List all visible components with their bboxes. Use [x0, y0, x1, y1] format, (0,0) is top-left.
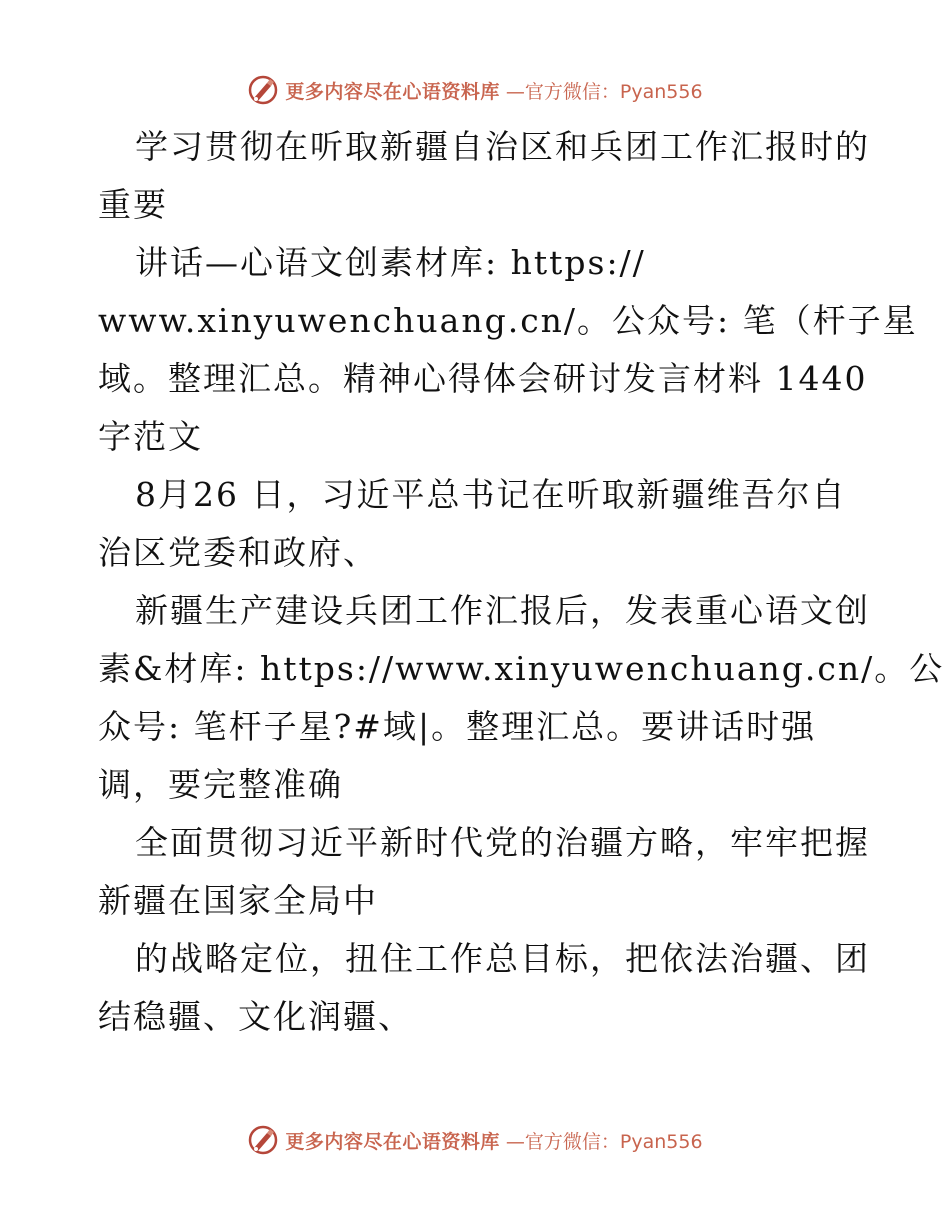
doc-line: www.xinyuwenchuang.cn/。公众号: 笔（杆子星: [98, 301, 918, 340]
doc-line: 结稳疆、文化润疆、: [98, 997, 413, 1036]
document-body: [98, 118, 945, 1046]
doc-line: 的战略定位，扭住工作总目标，把依法治疆、团: [135, 939, 870, 978]
doc-line: 域。整理汇总。精神心得体会研讨发言材料 1440: [98, 359, 868, 398]
doc-line: 字范文: [98, 417, 203, 456]
footer-banner: [0, 1120, 950, 1160]
doc-line: 众号: 笔杆子星?#域|。整理汇总。要讲话时强: [98, 707, 817, 746]
doc-line: 素&材库: https://www.xinyuwenchuang.cn/。公: [98, 649, 945, 688]
header-wechat-label: —官方微信：Pyan556: [505, 80, 703, 103]
doc-line: 新疆生产建设兵团工作汇报后，发表重心语文创: [135, 591, 870, 630]
doc-line: 讲话—心语文创素材库: https://: [135, 243, 646, 282]
doc-line: 学习贯彻在听取新疆自治区和兵团工作汇报时的: [135, 127, 870, 166]
header-banner-text: 更多内容尽在心语资料库: [285, 80, 500, 103]
doc-line: 治区党委和政府、: [98, 533, 378, 572]
pen-logo-icon: [247, 74, 279, 106]
footer-banner-text: 更多内容尽在心语资料库: [285, 1130, 500, 1153]
header-banner: [0, 70, 950, 110]
footer-wechat-label: —官方微信：Pyan556: [505, 1130, 703, 1153]
doc-line: 重要: [98, 185, 168, 224]
doc-line: 新疆在国家全局中: [98, 881, 378, 920]
doc-line: 全面贯彻习近平新时代党的治疆方略，牢牢把握: [135, 823, 870, 862]
doc-line: 8月26 日，习近平总书记在听取新疆维吾尔自: [135, 475, 847, 514]
doc-line: 调，要完整准确: [98, 765, 343, 804]
pen-logo-icon: [247, 1124, 279, 1156]
